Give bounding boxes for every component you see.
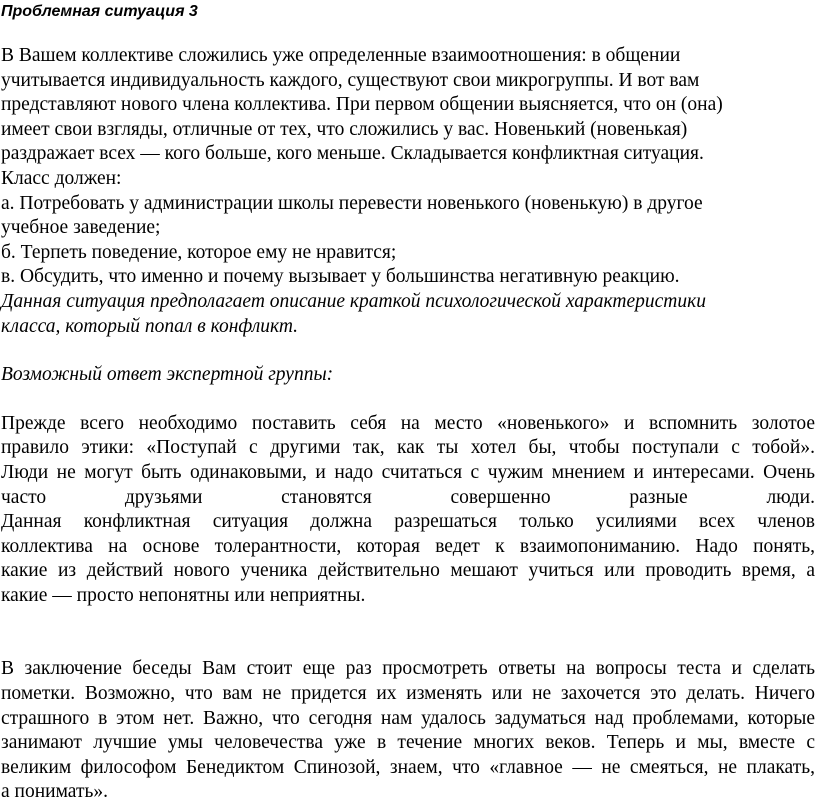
answer-line: Данная конфликтная ситуация должна разрешаться только усилиями всех членов <box>1 511 815 533</box>
hint-line: Данная ситуация предполагает описание краткой психологической характеристики <box>1 290 707 312</box>
situation-paragraph <box>1 44 815 339</box>
conclusion-line: пометки. Возможно, что вам не придется их изменять или не захочется это делать. Ничего <box>1 683 815 705</box>
answer-line: Люди не могут быть одинаковыми, и надо считаться с чужим мнением и интересами. Очень <box>1 461 815 483</box>
option-a-line: а. Потребовать у администрации школы перевести новенького (новенькую) в другое <box>1 192 703 214</box>
conclusion-paragraph <box>1 657 815 805</box>
answer-line: правило этики: «Поступай с другими так, как ты хотел бы, чтобы поступали с тобой». <box>1 437 815 459</box>
conclusion-line: страшного в этом нет. Важно, что сегодня нам удалось задуматься над проблемами, которые <box>1 707 815 729</box>
conclusion-line: занимают лучшие умы человечества уже в течение многих веков. Теперь и мы, вместе с <box>1 732 815 754</box>
situation-line: В Вашем коллективе сложились уже определенные взаимоотношения: в общении <box>1 45 681 66</box>
answer-line: Прежде всего необходимо поставить себя на место «новенького» и вспомнить золотое <box>1 412 815 434</box>
situation-line: учитывается индивидуальность каждого, существуют свои микрогруппы. И вот вам <box>1 69 700 91</box>
page-title: Проблемная ситуация 3 <box>1 3 198 20</box>
conclusion-line: В заключение беседы Вам стоит еще раз просмотреть ответы на вопросы теста и сделать <box>1 658 815 680</box>
option-b: б. Терпеть поведение, которое ему не нравится; <box>1 241 397 263</box>
answer-line: часто друзьями становятся совершенно разные люди. <box>1 486 815 508</box>
class-must-label: Класс должен: <box>1 167 122 189</box>
answer-line: коллектива на основе толерантности, которая ведет к взаимопониманию. Надо понять, <box>1 535 815 557</box>
answer-line: какие из действий нового ученика действительно мешают учиться или проводить время, а <box>1 560 815 582</box>
situation-line: представляют нового члена коллектива. При первом общении выясняется, что он (она) <box>1 94 723 116</box>
hint-line: класса, который попал в конфликт. <box>1 315 299 337</box>
situation-line: раздражает всех — кого больше, кого меньше. Складывается конфликтная ситуация. <box>1 143 704 165</box>
conclusion-line: великим философом Бенедиктом Спинозой, знаем, что «главное — не смеяться, не плакать, <box>1 756 815 778</box>
expert-answer-label: Возможный ответ экспертной группы: <box>1 364 334 386</box>
option-c: в. Обсудить, что именно и почему вызывает у большинства негативную реакцию. <box>1 266 680 288</box>
answer-line: какие — просто непонятны или неприятны. <box>1 584 366 606</box>
option-a-line: учебное заведение; <box>1 217 161 239</box>
answer-paragraph <box>1 412 815 609</box>
situation-line: имеет свои взгляды, отличные от тех, что сложились у вас. Новенький (новенькая) <box>1 118 688 140</box>
conclusion-line: а понимать». <box>1 781 108 803</box>
